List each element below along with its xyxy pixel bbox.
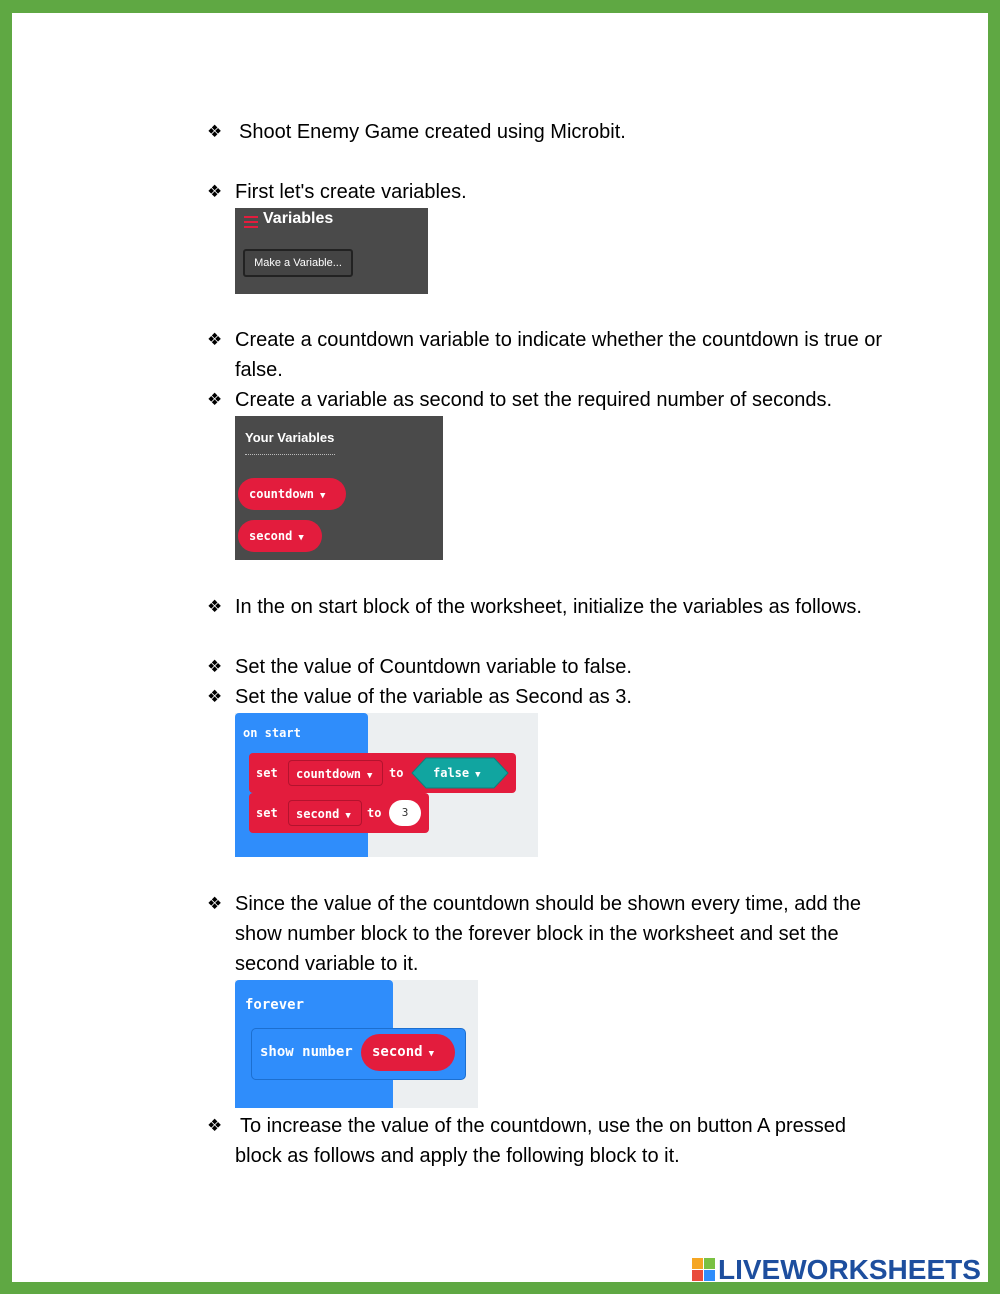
bullet-text: Shoot Enemy Game created using Microbit. <box>239 121 626 143</box>
your-variables-title: Your Variables <box>245 430 335 445</box>
bullet-mark: ❖ <box>207 1116 223 1135</box>
bullet-mark: ❖ <box>207 657 223 676</box>
countdown-variable-block[interactable] <box>238 478 346 510</box>
to-keyword: to <box>389 766 404 780</box>
chevron-down-icon: ▼ <box>367 771 373 781</box>
set-keyword: set <box>256 806 278 820</box>
second-variable-block[interactable] <box>238 520 322 552</box>
second-label: second <box>249 529 293 543</box>
chevron-down-icon: ▼ <box>475 770 481 780</box>
liveworksheets-logo-icon <box>692 1258 716 1282</box>
second-label: second <box>296 807 340 821</box>
bullet-mark: ❖ <box>207 390 223 409</box>
countdown-dropdown[interactable] <box>288 760 383 786</box>
chevron-down-icon: ▼ <box>298 533 304 543</box>
to-keyword: to <box>367 806 382 820</box>
bullet-text: Create a countdown variable to indicate whether the countdown is true or false. <box>235 329 883 381</box>
bullet-mark: ❖ <box>207 330 223 349</box>
bullet-text: First let's create variables. <box>235 181 467 203</box>
second-variable-pill[interactable] <box>361 1034 455 1071</box>
false-label: false <box>433 766 470 780</box>
bullet-mark: ❖ <box>207 182 223 201</box>
false-value <box>433 766 481 780</box>
variables-title: Variables <box>263 210 334 227</box>
chevron-down-icon: ▼ <box>428 1049 434 1059</box>
bullet-text: Set the value of Countdown variable to false. <box>235 656 632 678</box>
bullet-mark: ❖ <box>207 687 223 706</box>
forever-label: forever <box>245 997 305 1013</box>
liveworksheets-logo-text: LIVEWORKSHEETS <box>718 1254 981 1285</box>
countdown-label: countdown <box>296 767 362 781</box>
second-label: second <box>372 1044 423 1060</box>
set-keyword: set <box>256 766 278 780</box>
divider <box>245 454 335 455</box>
bullet-text: In the on start block of the worksheet, initialize the variables as follows. <box>235 596 862 618</box>
chevron-down-icon: ▼ <box>320 491 326 501</box>
your-variables-panel <box>235 416 443 560</box>
bullet-mark: ❖ <box>207 894 223 913</box>
make-variable-button[interactable]: Make a Variable... <box>243 249 353 277</box>
bullet-text: Set the value of the variable as Second as 3. <box>235 686 632 708</box>
bullet-text: Since the value of the countdown should be shown every time, add the show number block to the forever block in the worksheet and set the second variable to it. <box>235 893 861 975</box>
forever-workspace <box>235 980 478 1108</box>
variables-menu-icon <box>244 214 258 228</box>
on-start-workspace <box>235 713 538 857</box>
bullet-mark: ❖ <box>207 597 223 616</box>
chevron-down-icon: ▼ <box>345 811 351 821</box>
second-dropdown[interactable] <box>288 800 362 826</box>
bullet-text: Create a variable as second to set the required number of seconds. <box>235 389 833 411</box>
liveworksheets-logo <box>692 1254 992 1286</box>
bullet-text: To increase the value of the countdown, use the on button A pressed block as follows and apply the following block to it. <box>235 1115 846 1167</box>
on-start-label: on start <box>243 726 301 740</box>
variables-panel <box>235 208 428 294</box>
bullet-mark: ❖ <box>207 122 223 141</box>
show-number-label: show number <box>260 1044 353 1060</box>
countdown-label: countdown <box>249 487 315 501</box>
second-value-input[interactable]: 3 <box>389 800 421 826</box>
